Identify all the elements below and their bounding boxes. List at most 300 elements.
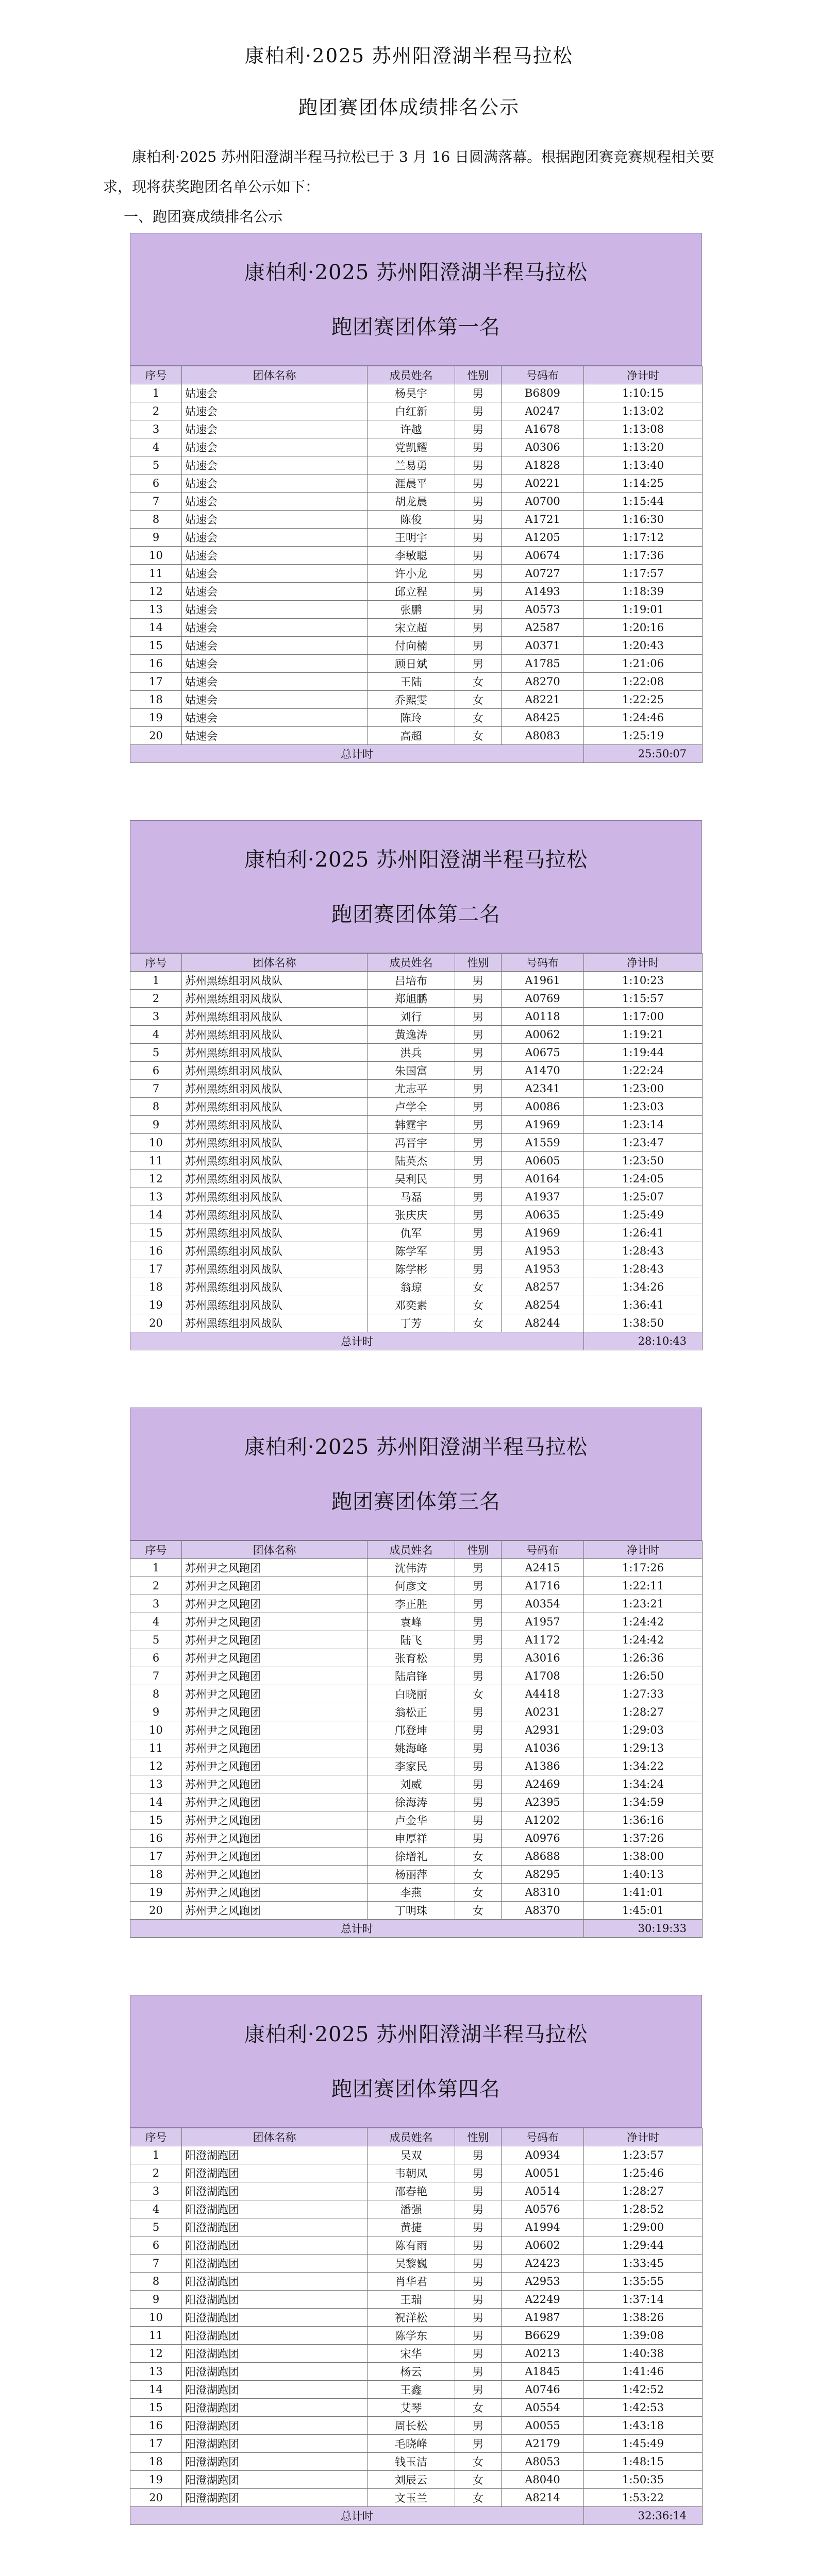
bib-number: A1785	[502, 655, 584, 673]
row-index: 16	[130, 1242, 182, 1260]
gender: 男	[455, 601, 502, 619]
table-row	[130, 1775, 703, 1793]
team-name: 阳澄湖跑团	[182, 2327, 368, 2345]
team-name: 苏州尹之风跑团	[182, 1757, 368, 1775]
member-name: 郑旭鹏	[368, 990, 455, 1008]
net-time: 1:36:16	[584, 1811, 703, 1829]
table-row	[130, 2164, 703, 2182]
row-index: 16	[130, 655, 182, 673]
row-index: 7	[130, 1080, 182, 1098]
net-time: 1:28:27	[584, 2182, 703, 2200]
member-name: 吴双	[368, 2146, 455, 2164]
net-time: 1:29:44	[584, 2236, 703, 2255]
bib-number: A8425	[502, 709, 584, 727]
bib-number: A1987	[502, 2309, 584, 2327]
table-row	[130, 1044, 703, 1062]
net-time: 1:10:15	[584, 384, 703, 402]
table-row	[130, 1577, 703, 1595]
net-time: 1:45:01	[584, 1902, 703, 1920]
net-time: 1:37:26	[584, 1829, 703, 1848]
net-time: 1:17:00	[584, 1008, 703, 1026]
bib-number: A1969	[502, 1116, 584, 1134]
member-name: 许小龙	[368, 565, 455, 583]
col-header-gender: 性别	[455, 1541, 502, 1559]
net-time: 1:17:36	[584, 547, 703, 565]
net-time: 1:23:14	[584, 1116, 703, 1134]
table-row	[130, 1739, 703, 1757]
gender: 男	[455, 1242, 502, 1260]
team-name: 苏州黑练组羽风战队	[182, 1314, 368, 1332]
bib-number: A8244	[502, 1314, 584, 1332]
row-index: 9	[130, 529, 182, 547]
table-row	[130, 420, 703, 438]
table-row	[130, 601, 703, 619]
table-row	[130, 727, 703, 745]
row-index: 3	[130, 420, 182, 438]
team-name: 阳澄湖跑团	[182, 2164, 368, 2182]
row-index: 2	[130, 2164, 182, 2182]
gender: 女	[455, 1848, 502, 1866]
team-name: 阳澄湖跑团	[182, 2255, 368, 2273]
gender: 男	[455, 1188, 502, 1206]
bib-number: A1994	[502, 2218, 584, 2236]
row-index: 9	[130, 1703, 182, 1721]
team-name: 苏州黑练组羽风战队	[182, 1206, 368, 1224]
bib-number: A0062	[502, 1026, 584, 1044]
team-name: 苏州尹之风跑团	[182, 1739, 368, 1757]
team-name: 苏州黑练组羽风战队	[182, 972, 368, 990]
member-name: 陈有雨	[368, 2236, 455, 2255]
row-index: 20	[130, 727, 182, 745]
row-index: 10	[130, 547, 182, 565]
team-name: 阳澄湖跑团	[182, 2399, 368, 2417]
net-time: 1:25:46	[584, 2164, 703, 2182]
net-time: 1:38:50	[584, 1314, 703, 1332]
team-name: 阳澄湖跑团	[182, 2218, 368, 2236]
member-name: 乔熙雯	[368, 691, 455, 709]
table-row	[130, 1116, 703, 1134]
member-name: 王明宇	[368, 529, 455, 547]
bib-number: A2179	[502, 2435, 584, 2453]
net-time: 1:10:23	[584, 972, 703, 990]
total-label: 总计时	[130, 1332, 584, 1350]
table-row	[130, 402, 703, 420]
team-name: 姑速会	[182, 402, 368, 420]
bib-number: A1721	[502, 511, 584, 529]
net-time: 1:24:46	[584, 709, 703, 727]
net-time: 1:38:26	[584, 2309, 703, 2327]
net-time: 1:40:13	[584, 1866, 703, 1884]
bib-number: B6809	[502, 384, 584, 402]
table-row	[130, 583, 703, 601]
gender: 男	[455, 1098, 502, 1116]
col-header-index: 序号	[130, 1541, 182, 1559]
member-name: 文玉兰	[368, 2489, 455, 2507]
member-name: 刘行	[368, 1008, 455, 1026]
member-name: 申厚祥	[368, 1829, 455, 1848]
col-header-bib: 号码布	[502, 954, 584, 972]
bib-number: A0306	[502, 438, 584, 456]
row-index: 14	[130, 1206, 182, 1224]
bib-number: A1961	[502, 972, 584, 990]
row-index: 1	[130, 2146, 182, 2164]
member-name: 王瑞	[368, 2291, 455, 2309]
table-row	[130, 1829, 703, 1848]
gender: 女	[455, 1884, 502, 1902]
net-time: 1:36:41	[584, 1296, 703, 1314]
row-index: 3	[130, 2182, 182, 2200]
member-name: 陆英杰	[368, 1152, 455, 1170]
table-row	[130, 2327, 703, 2345]
gender: 男	[455, 2345, 502, 2363]
gender: 女	[455, 2399, 502, 2417]
gender: 男	[455, 438, 502, 456]
col-header-gender: 性别	[455, 2128, 502, 2146]
net-time: 1:17:12	[584, 529, 703, 547]
table-row	[130, 1026, 703, 1044]
team-name: 苏州黑练组羽风战队	[182, 1116, 368, 1134]
row-index: 18	[130, 1278, 182, 1296]
team-name: 阳澄湖跑团	[182, 2435, 368, 2453]
total-row	[130, 1332, 703, 1350]
member-name: 邝登坤	[368, 1721, 455, 1739]
col-header-bib: 号码布	[502, 1541, 584, 1559]
bib-number: A8083	[502, 727, 584, 745]
table-row	[130, 1703, 703, 1721]
net-time: 1:20:43	[584, 637, 703, 655]
row-index: 7	[130, 2255, 182, 2273]
bib-number: A0674	[502, 547, 584, 565]
net-time: 1:16:30	[584, 511, 703, 529]
banner-rank-title: 跑团赛团体第三名	[331, 1490, 500, 1514]
member-name: 刘辰云	[368, 2471, 455, 2489]
bib-number: A0727	[502, 565, 584, 583]
gender: 男	[455, 619, 502, 637]
gender: 男	[455, 1613, 502, 1631]
gender: 男	[455, 1595, 502, 1613]
member-name: 李家民	[368, 1757, 455, 1775]
bib-number: B6629	[502, 2327, 584, 2345]
row-index: 12	[130, 583, 182, 601]
team-name: 姑速会	[182, 474, 368, 493]
bib-number: A2415	[502, 1559, 584, 1577]
bib-number: A1957	[502, 1613, 584, 1631]
table-row	[130, 2453, 703, 2471]
gender: 女	[455, 1314, 502, 1332]
team-name: 阳澄湖跑团	[182, 2345, 368, 2363]
member-name: 付向楠	[368, 637, 455, 655]
bib-number: A8370	[502, 1902, 584, 1920]
table-row	[130, 2309, 703, 2327]
team-name: 姑速会	[182, 456, 368, 474]
gender: 男	[455, 511, 502, 529]
row-index: 4	[130, 438, 182, 456]
gender: 男	[455, 1170, 502, 1188]
table-row	[130, 1559, 703, 1577]
gender: 男	[455, 2236, 502, 2255]
banner-rank-title: 跑团赛团体第二名	[331, 903, 500, 926]
gender: 女	[455, 1866, 502, 1884]
member-name: 沈伟涛	[368, 1559, 455, 1577]
banner-event-title: 康柏利·2025 苏州阳澄湖半程马拉松	[244, 1435, 588, 1459]
bib-number: A8214	[502, 2489, 584, 2507]
team-name: 苏州尹之风跑团	[182, 1595, 368, 1613]
gender: 男	[455, 1044, 502, 1062]
gender: 男	[455, 2182, 502, 2200]
member-name: 陈玲	[368, 709, 455, 727]
member-name: 陈学东	[368, 2327, 455, 2345]
bib-number: A0635	[502, 1206, 584, 1224]
net-time: 1:28:43	[584, 1242, 703, 1260]
gender: 女	[455, 691, 502, 709]
member-name: 邵春艳	[368, 2182, 455, 2200]
member-name: 祝洋松	[368, 2309, 455, 2327]
team-name: 姑速会	[182, 565, 368, 583]
row-index: 13	[130, 1775, 182, 1793]
net-time: 1:25:49	[584, 1206, 703, 1224]
member-name: 李正胜	[368, 1595, 455, 1613]
team-name: 姑速会	[182, 384, 368, 402]
bib-number: A0675	[502, 1044, 584, 1062]
row-index: 19	[130, 709, 182, 727]
table-row	[130, 2291, 703, 2309]
member-name: 毛晓峰	[368, 2435, 455, 2453]
table-header-row	[130, 1541, 703, 1559]
bib-number: A2587	[502, 619, 584, 637]
table-row	[130, 2182, 703, 2200]
team-name: 苏州尹之风跑团	[182, 1649, 368, 1667]
member-name: 朱国富	[368, 1062, 455, 1080]
row-index: 3	[130, 1008, 182, 1026]
row-index: 15	[130, 1224, 182, 1242]
member-name: 韩霆宇	[368, 1116, 455, 1134]
team-name: 苏州黑练组羽风战队	[182, 990, 368, 1008]
table-row	[130, 1206, 703, 1224]
member-name: 宋华	[368, 2345, 455, 2363]
team-name: 苏州黑练组羽风战队	[182, 1008, 368, 1026]
member-name: 钱玉洁	[368, 2453, 455, 2471]
bib-number: A0746	[502, 2381, 584, 2399]
bib-number: A0576	[502, 2200, 584, 2218]
bib-number: A8688	[502, 1848, 584, 1866]
row-index: 4	[130, 1026, 182, 1044]
bib-number: A8257	[502, 1278, 584, 1296]
member-name: 卢金华	[368, 1811, 455, 1829]
member-name: 丁芳	[368, 1314, 455, 1332]
table-row	[130, 529, 703, 547]
member-name: 翁琼	[368, 1278, 455, 1296]
net-time: 1:13:02	[584, 402, 703, 420]
col-header-net-time: 净计时	[584, 2128, 703, 2146]
net-time: 1:25:19	[584, 727, 703, 745]
gender: 男	[455, 474, 502, 493]
gender: 男	[455, 1649, 502, 1667]
col-header-index: 序号	[130, 366, 182, 384]
gender: 男	[455, 2273, 502, 2291]
net-time: 1:25:07	[584, 1188, 703, 1206]
team-name: 姑速会	[182, 547, 368, 565]
table-row	[130, 1152, 703, 1170]
bib-number: A8295	[502, 1866, 584, 1884]
total-time: 32:36:14	[584, 2507, 703, 2525]
col-header-index: 序号	[130, 2128, 182, 2146]
net-time: 1:48:15	[584, 2453, 703, 2471]
bib-number: A8221	[502, 691, 584, 709]
member-name: 白红新	[368, 402, 455, 420]
table-row	[130, 1098, 703, 1116]
table-row	[130, 1224, 703, 1242]
member-name: 李敏聪	[368, 547, 455, 565]
bib-number: A3016	[502, 1649, 584, 1667]
member-name: 尤志平	[368, 1080, 455, 1098]
member-name: 张育松	[368, 1649, 455, 1667]
table-row	[130, 1631, 703, 1649]
table-row	[130, 637, 703, 655]
member-name: 陆飞	[368, 1631, 455, 1649]
intro-paragraph: 康柏利·2025 苏州阳澄湖半程马拉松已于 3 月 16 日圆满落幕。根据跑团赛竞赛规程相关要求，现将获奖跑团名单公示如下：	[103, 148, 715, 195]
team-name: 姑速会	[182, 709, 368, 727]
member-name: 丁明珠	[368, 1902, 455, 1920]
gender: 男	[455, 2381, 502, 2399]
bib-number: A0231	[502, 1703, 584, 1721]
table-row	[130, 1595, 703, 1613]
table-row	[130, 1613, 703, 1631]
gender: 男	[455, 2255, 502, 2273]
row-index: 6	[130, 474, 182, 493]
row-index: 13	[130, 1188, 182, 1206]
bib-number: A1493	[502, 583, 584, 601]
row-index: 16	[130, 2417, 182, 2435]
row-index: 6	[130, 2236, 182, 2255]
total-label: 总计时	[130, 2507, 584, 2525]
team-name: 苏州尹之风跑团	[182, 1793, 368, 1811]
bib-number: A0055	[502, 2417, 584, 2435]
gender: 男	[455, 2417, 502, 2435]
net-time: 1:33:45	[584, 2255, 703, 2273]
team-name: 阳澄湖跑团	[182, 2146, 368, 2164]
total-time: 30:19:33	[584, 1920, 703, 1938]
table-row	[130, 2146, 703, 2164]
row-index: 8	[130, 1685, 182, 1703]
bib-number: A0976	[502, 1829, 584, 1848]
table-row	[130, 2399, 703, 2417]
table-row	[130, 438, 703, 456]
section1-heading: 一、跑团赛成绩排名公示	[124, 208, 283, 225]
gender: 男	[455, 402, 502, 420]
member-name: 肖华君	[368, 2273, 455, 2291]
bib-number: A1716	[502, 1577, 584, 1595]
team-name: 苏州黑练组羽风战队	[182, 1062, 368, 1080]
gender: 女	[455, 1685, 502, 1703]
row-index: 19	[130, 2471, 182, 2489]
net-time: 1:29:00	[584, 2218, 703, 2236]
ranking-table-1	[130, 233, 702, 763]
net-time: 1:35:55	[584, 2273, 703, 2291]
team-name: 阳澄湖跑团	[182, 2200, 368, 2218]
row-index: 8	[130, 511, 182, 529]
team-name: 苏州尹之风跑团	[182, 1866, 368, 1884]
net-time: 1:38:00	[584, 1848, 703, 1866]
table-row	[130, 1811, 703, 1829]
row-index: 10	[130, 1134, 182, 1152]
table-row	[130, 619, 703, 637]
table-row	[130, 1278, 703, 1296]
row-index: 2	[130, 402, 182, 420]
gender: 男	[455, 2309, 502, 2327]
member-name: 陆启锋	[368, 1667, 455, 1685]
row-index: 15	[130, 637, 182, 655]
table-row	[130, 1170, 703, 1188]
gender: 女	[455, 727, 502, 745]
row-index: 13	[130, 601, 182, 619]
table-row	[130, 2417, 703, 2435]
member-name: 仇军	[368, 1224, 455, 1242]
gender: 女	[455, 2471, 502, 2489]
gender: 女	[455, 1278, 502, 1296]
gender: 男	[455, 2146, 502, 2164]
net-time: 1:21:06	[584, 655, 703, 673]
row-index: 4	[130, 1613, 182, 1631]
bib-number: A0354	[502, 1595, 584, 1613]
table-row	[130, 2381, 703, 2399]
team-name: 姑速会	[182, 691, 368, 709]
team-name: 苏州黑练组羽风战队	[182, 1098, 368, 1116]
gender: 男	[455, 384, 502, 402]
bib-number: A0700	[502, 493, 584, 511]
team-name: 苏州尹之风跑团	[182, 1902, 368, 1920]
net-time: 1:26:36	[584, 1649, 703, 1667]
gender: 女	[455, 2453, 502, 2471]
member-name: 涯晨平	[368, 474, 455, 493]
gender: 男	[455, 529, 502, 547]
gender: 男	[455, 1793, 502, 1811]
member-name: 陈学军	[368, 1242, 455, 1260]
gender: 女	[455, 673, 502, 691]
table-row	[130, 655, 703, 673]
col-header-bib: 号码布	[502, 2128, 584, 2146]
table-row	[130, 474, 703, 493]
row-index: 17	[130, 1260, 182, 1278]
gender: 男	[455, 2200, 502, 2218]
table-row	[130, 2471, 703, 2489]
row-index: 11	[130, 1739, 182, 1757]
team-name: 苏州黑练组羽风战队	[182, 1260, 368, 1278]
net-time: 1:34:24	[584, 1775, 703, 1793]
net-time: 1:19:01	[584, 601, 703, 619]
net-time: 1:42:52	[584, 2381, 703, 2399]
ranking-banner	[130, 1408, 702, 1540]
row-index: 18	[130, 2453, 182, 2471]
team-name: 阳澄湖跑团	[182, 2273, 368, 2291]
team-name: 姑速会	[182, 529, 368, 547]
net-time: 1:42:53	[584, 2399, 703, 2417]
ranking-table-3	[130, 1408, 702, 1938]
row-index: 1	[130, 972, 182, 990]
member-name: 艾琴	[368, 2399, 455, 2417]
member-name: 周长松	[368, 2417, 455, 2435]
team-name: 姑速会	[182, 438, 368, 456]
ranking-table	[130, 2128, 703, 2525]
banner-rank-title: 跑团赛团体第四名	[331, 2077, 500, 2101]
row-index: 4	[130, 2200, 182, 2218]
row-index: 5	[130, 1631, 182, 1649]
row-index: 3	[130, 1595, 182, 1613]
ranking-banner	[130, 233, 702, 366]
team-name: 苏州尹之风跑团	[182, 1829, 368, 1848]
net-time: 1:53:22	[584, 2489, 703, 2507]
team-name: 姑速会	[182, 727, 368, 745]
table-row	[130, 547, 703, 565]
